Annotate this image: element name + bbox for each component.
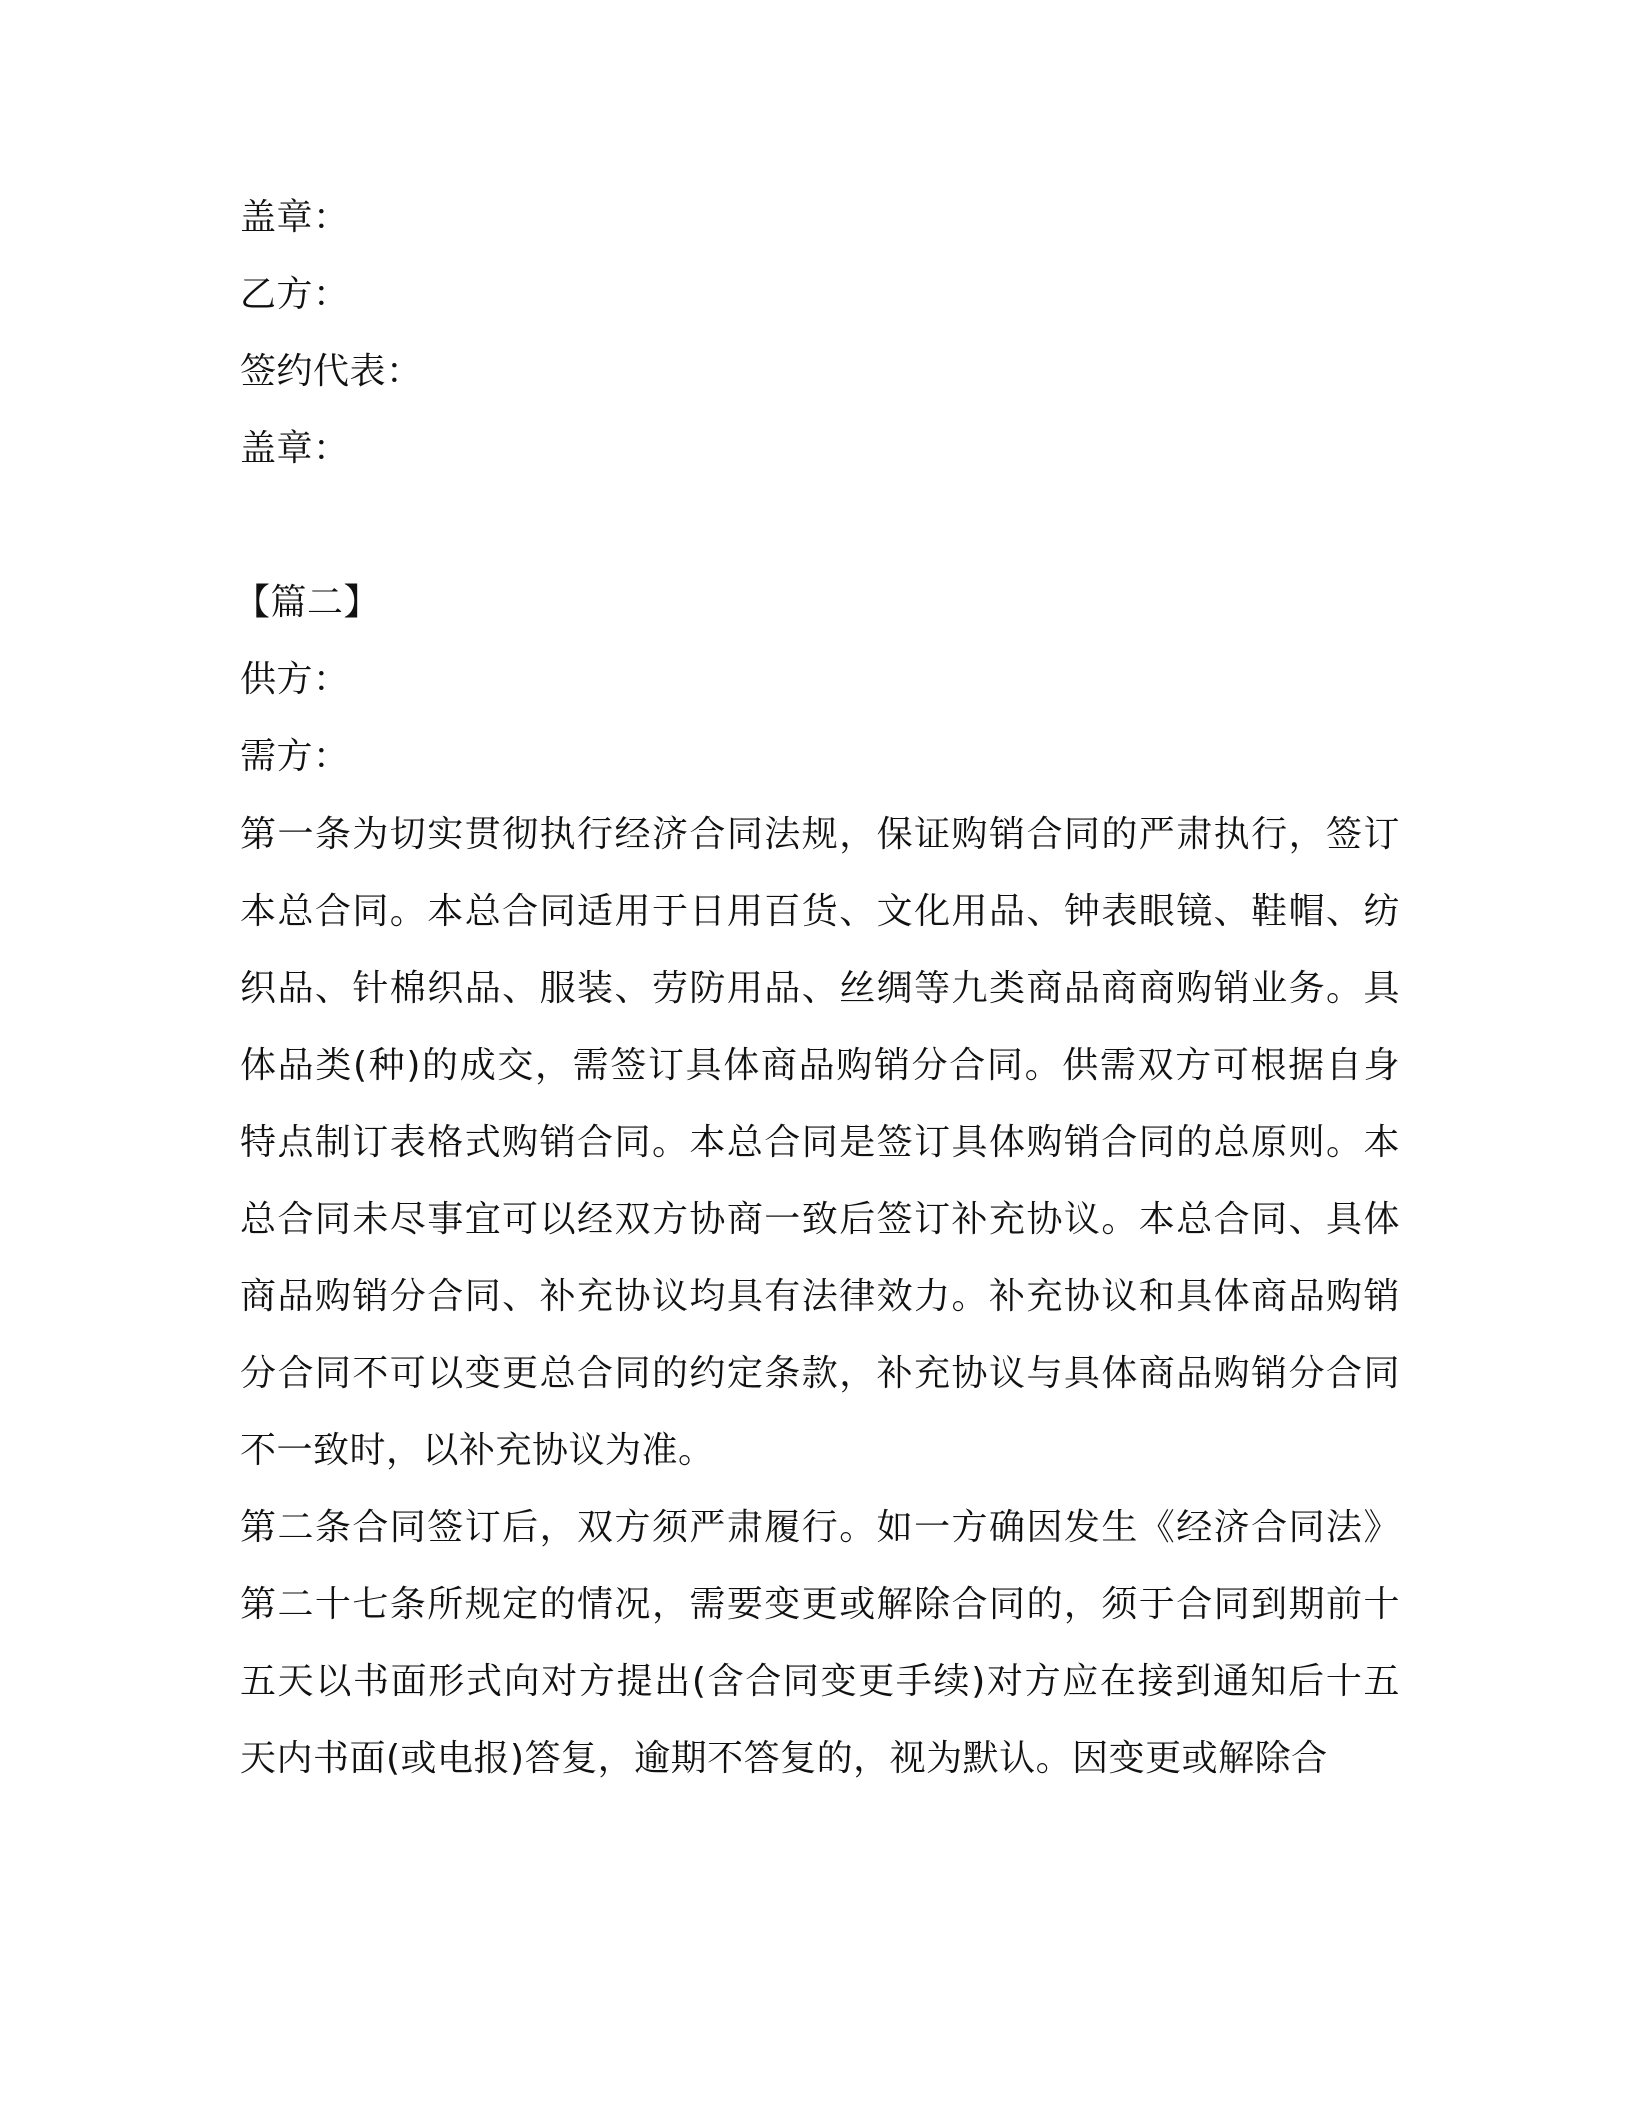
seal-label-1: 盖章：	[240, 197, 350, 238]
buyer-label: 需方：	[240, 736, 350, 777]
representative-label: 签约代表：	[240, 351, 423, 392]
supplier-label: 供方：	[240, 659, 350, 700]
article-2: 第二条合同签订后，双方须严肃履行。如一方确因发生《经济合同法》第二十七条所规定的情况，需要变更或解除合同的，须于合同到期前十五天以书面形式向对方提出(含合同变更手续)对方应在接到通知后十五天内书面(或电报)答复，逾期不答复的，视为默认。因变更或解除合	[240, 1507, 1400, 1779]
article-1: 第一条为切实贯彻执行经济合同法规，保证购销合同的严肃执行，签订本总合同。本总合同适用于日用百货、文化用品、钟表眼镜、鞋帽、纺织品、针棉织品、服装、劳防用品、丝绸等九类商品商商购销业务。具体品类(种)的成交，需签订具体商品购销分合同。供需双方可根据自身特点制订表格式购销合同。本总合同是签订具体购销合同的总原则。本总合同未尽事宜可以经双方协商一致后签订补充协议。本总合同、具体商品购销分合同、补充协议均具有法律效力。补充协议和具体商品购销分合同不可以变更总合同的约定条款，补充协议与具体商品购销分合同不一致时，以补充协议为准。	[240, 814, 1400, 1471]
party-b-label: 乙方：	[240, 274, 350, 315]
seal-label-2: 盖章：	[240, 428, 350, 469]
section-spacer	[240, 496, 1400, 573]
document-body	[234, 188, 1400, 1797]
section-heading: 【篇二】	[234, 582, 381, 623]
